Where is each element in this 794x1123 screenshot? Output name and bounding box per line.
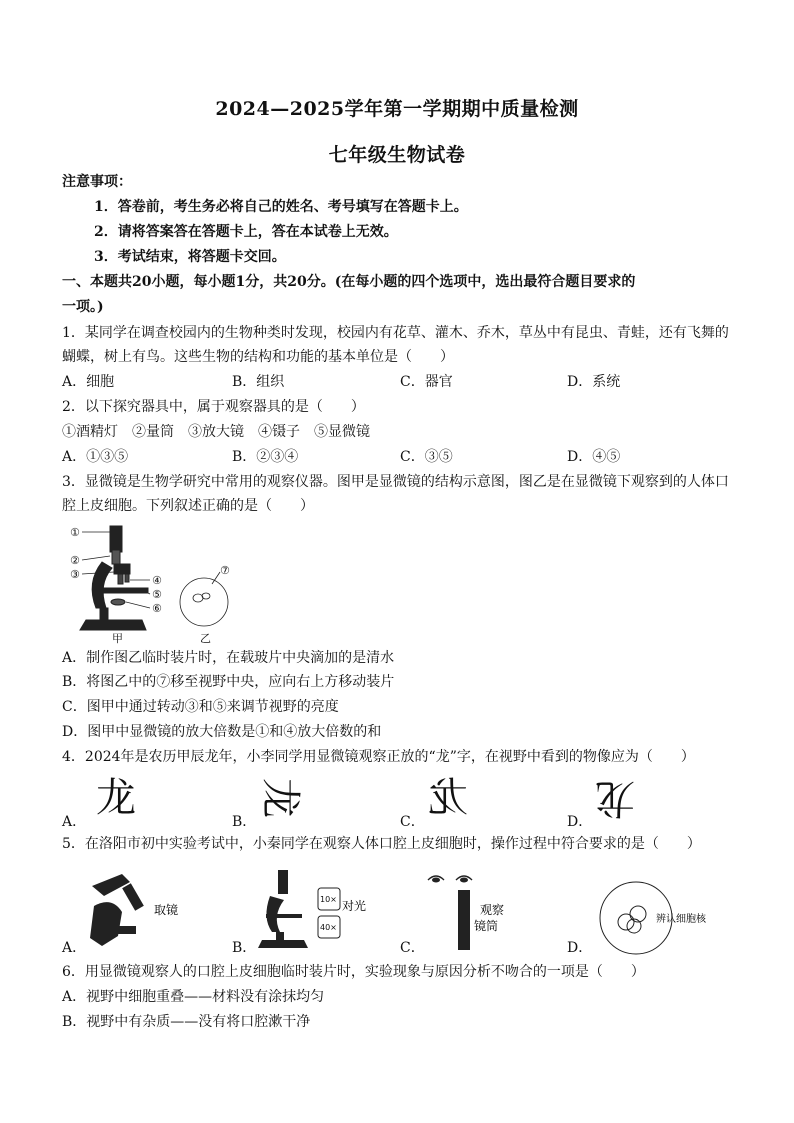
question-6-stem: 6．用显微镜观察人的口腔上皮细胞临时装片时，实验现象与原因分析不吻合的一项是（ ）	[62, 964, 645, 980]
label-4: ④	[152, 574, 162, 587]
question-5-option-c-letter: C．	[400, 940, 425, 956]
question-4-stem: 4．2024年是农历甲辰龙年，小李同学用显微镜观察正放的“龙”字，在视野中看到的物像应为（ ）	[62, 749, 695, 765]
question-4-option-a-letter: A．	[62, 814, 87, 830]
question-1-option-c: C．器官	[400, 374, 453, 390]
question-3-option-d: D．图甲中显微镜的放大倍数是①和④放大倍数的和	[62, 724, 382, 740]
notice-heading: 注意事项：	[62, 174, 132, 190]
hand-holding-microscope-image	[82, 866, 202, 952]
question-2-option-c: C．③⑤	[400, 449, 453, 465]
question-6-option-b: B．视野中有杂质——没有将口腔漱干净	[62, 1014, 311, 1030]
notice-item: 1．答卷前，考生务必将自己的姓名、考号填写在答题卡上。	[94, 199, 468, 215]
question-3-option-b: B．将图乙中的⑦移至视野中央，应向右上方移动装片	[62, 674, 395, 690]
question-5-option-a-letter: A．	[62, 940, 87, 956]
cell-view-image	[590, 878, 740, 958]
question-3-stem-cont: 腔上皮细胞。下列叙述正确的是（ ）	[62, 498, 314, 514]
observation-eyes-image	[420, 866, 540, 952]
question-2-option-b: B．②③④	[232, 449, 299, 465]
question-4-option-c-letter: C．	[400, 814, 425, 830]
tag-40x: 40×	[320, 923, 337, 932]
section-heading: 一、本题共20小题，每小题1分，共20分。(在每小题的四个选项中，选出最符合题目要求的	[62, 274, 636, 290]
question-3-option-a: A．制作图乙临时装片时，在载玻片中央滴加的是清水	[62, 650, 395, 666]
question-4-option-b-letter: B．	[232, 814, 257, 830]
question-2-items: ①酒精灯 ②量筒 ③放大镜 ④镊子 ⑤显微镜	[62, 424, 370, 440]
tag-10x: 10×	[320, 895, 337, 904]
label-6: ⑥	[152, 602, 162, 615]
fig-b-label: 对光	[342, 899, 367, 913]
question-5-option-b-letter: B．	[232, 940, 257, 956]
section-heading-cont: 一项。)	[62, 299, 104, 315]
question-2-option-a: A．①③⑤	[62, 449, 129, 465]
microscope-light-image	[258, 866, 378, 952]
exam-subtitle: 七年级生物试卷	[328, 144, 466, 166]
question-3-option-c: C．图甲中通过转动③和⑤来调节视野的亮度	[62, 699, 339, 715]
label-1: ①	[70, 526, 80, 539]
notice-item: 3．考试结束，将答题卡交回。	[94, 249, 286, 265]
question-4-option-d-letter: D．	[567, 814, 593, 830]
question-1-stem-cont: 蝴蝶，树上有鸟。这些生物的结构和功能的基本单位是（ ）	[62, 349, 454, 365]
question-2-option-d: D．④⑤	[567, 449, 621, 465]
question-5-option-d-letter: D．	[567, 940, 593, 956]
fig-d-label: 辨认细胞核	[656, 914, 706, 925]
question-1-option-b: B．组织	[232, 374, 285, 390]
question-1-option-a: A．细胞	[62, 374, 115, 390]
label-2: ②	[70, 554, 80, 567]
label-5: ⑤	[152, 588, 162, 601]
exam-title: 2024—2025学年第一学期期中质量检测	[215, 98, 579, 120]
question-1-stem: 1．某同学在调查校园内的生物种类时发现，校园内有花草、灌木、乔木，草丛中有昆虫、青蛙，还有飞舞的	[62, 325, 729, 341]
label-3: ③	[70, 568, 80, 581]
fig-c-label-tube: 镜筒	[474, 919, 499, 933]
question-5-stem: 5．在洛阳市初中实验考试中，小秦同学在观察人体口腔上皮细胞时，操作过程中符合要求的是（ ）	[62, 836, 701, 852]
microscope-diagram	[66, 522, 246, 644]
label-7: ⑦	[220, 564, 230, 577]
caption-jia: 甲	[112, 632, 123, 644]
glyph-rotated: 龙	[257, 778, 303, 818]
glyph-mirrored: 龙	[428, 775, 468, 821]
fig-a-label: 取镜	[154, 903, 179, 917]
glyph-inverted: 龙	[595, 775, 635, 821]
caption-yi: 乙	[200, 632, 211, 644]
question-6-option-a: A．视野中细胞重叠——材料没有涂抹均匀	[62, 989, 325, 1005]
question-3-stem: 3．显微镜是生物学研究中常用的观察仪器。图甲是显微镜的结构示意图，图乙是在显微镜下观察到的人体口	[62, 474, 729, 490]
question-1-option-d: D．系统	[567, 374, 621, 390]
glyph-upright: 龙	[96, 775, 136, 821]
notice-item: 2．请将答案答在答题卡上，答在本试卷上无效。	[94, 224, 398, 240]
fig-c-label-observe: 观察	[480, 903, 505, 917]
question-2-stem: 2．以下探究器具中，属于观察器具的是（ ）	[62, 399, 365, 415]
